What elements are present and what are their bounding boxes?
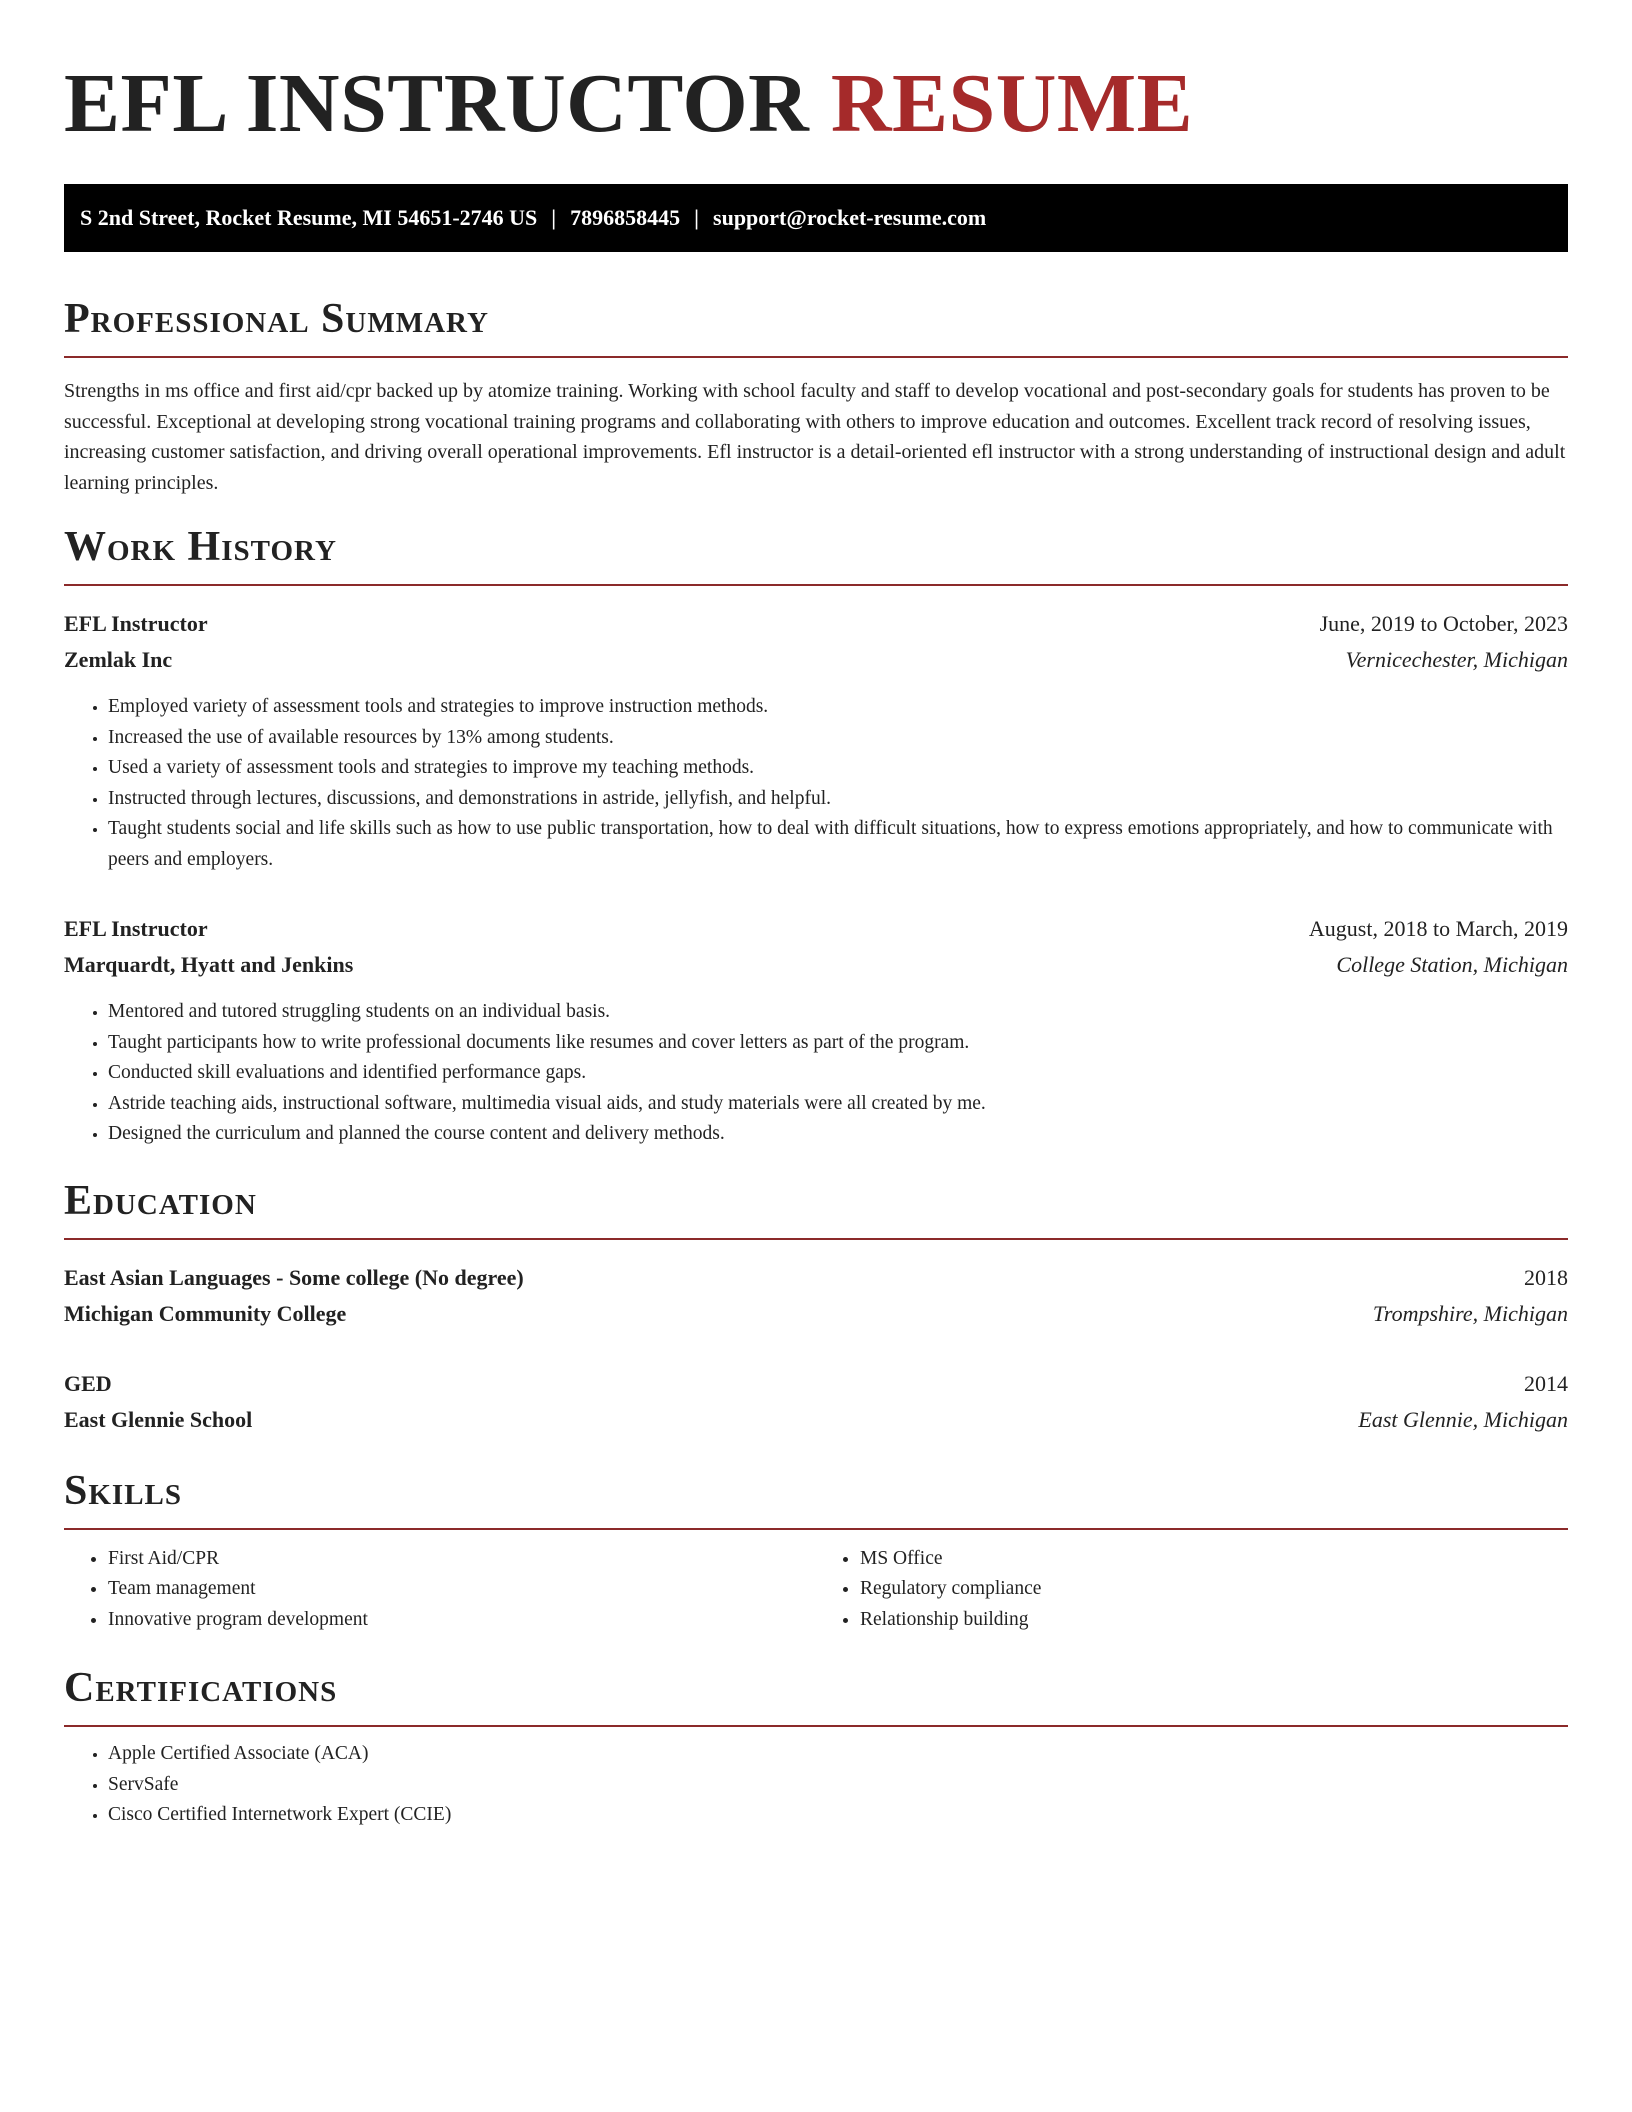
job-bullets	[64, 692, 1568, 875]
section-divider	[64, 356, 1568, 358]
job-title: EFL Instructor	[64, 611, 208, 636]
skills-grid	[64, 1544, 1568, 1636]
summary-text: Strengths in ms office and first aid/cpr backed up by atomize training. Working with school faculty and staff to develop vocational and post-secondary goals for students has proven to be successful. Exceptional at developing strong vocational training programs and collaborating with others to improve education and outcomes. Excellent track record of resolving issues, increasing customer satisfaction, and driving overall operational improvements. Efl instructor is a detail-oriented efl instructor with a strong understanding of instructional design and adult learning principles.	[64, 380, 1566, 494]
list-item: • Employed variety of assessment tools and strategies to improve instruction methods.	[108, 692, 1568, 723]
section-heading: Certifications	[64, 1665, 338, 1711]
section-heading: Work History	[64, 524, 337, 570]
certifications-section	[64, 1665, 1568, 1831]
education-section	[64, 1178, 1568, 1438]
work-history-section	[64, 524, 1568, 1150]
skill-item: • Team management	[108, 1574, 816, 1605]
list-item: • Taught students social and life skills such as how to use public transportation, how to deal with difficult situations, how to express emotions appropriately, and how to communicate with peers and employers.	[108, 814, 1568, 875]
contact-separator: |	[551, 205, 557, 230]
skill-item: • Innovative program development	[108, 1605, 816, 1636]
education-year: 2018	[1524, 1264, 1568, 1290]
education-entry	[64, 1260, 1568, 1332]
job-title: EFL Instructor	[64, 916, 208, 941]
list-item: • Mentored and tutored struggling students on an individual basis.	[108, 997, 1568, 1028]
section-heading: Education	[64, 1177, 257, 1224]
education-school: East Glennie School	[64, 1406, 253, 1432]
list-item: • Increased the use of available resources by 13% among students.	[108, 723, 1568, 754]
education-school: Michigan Community College	[64, 1300, 347, 1326]
section-heading: Professional Summary	[64, 296, 489, 342]
job-location: College Station, Michigan	[1336, 952, 1568, 977]
skills-section	[64, 1468, 1568, 1636]
contact-address: S 2nd Street, Rocket Resume, MI 54651-2746 US	[80, 205, 538, 230]
skills-column-left	[64, 1544, 816, 1636]
section-divider	[64, 1528, 1568, 1530]
certification-item: • Apple Certified Associate (ACA)	[108, 1739, 1568, 1770]
skill-item: • MS Office	[860, 1544, 1568, 1575]
list-item: • Taught participants how to write professional documents like resumes and cover letters as part of the program.	[108, 1028, 1568, 1059]
certifications-list	[64, 1739, 1568, 1831]
education-location: East Glennie, Michigan	[1358, 1406, 1568, 1432]
list-item: • Designed the curriculum and planned the course content and delivery methods.	[108, 1119, 1568, 1150]
list-item: • Instructed through lectures, discussions, and demonstrations in astride, jellyfish, and helpful.	[108, 784, 1568, 815]
certification-item: • ServSafe	[108, 1770, 1568, 1801]
section-divider	[64, 584, 1568, 586]
job-company: Zemlak Inc	[64, 647, 173, 672]
list-item: • Used a variety of assessment tools and strategies to improve my teaching methods.	[108, 753, 1568, 784]
resume-title	[64, 58, 1568, 150]
contact-email: support@rocket-resume.com	[713, 205, 987, 230]
list-item: • Conducted skill evaluations and identified performance gaps.	[108, 1058, 1568, 1089]
list-item: • Astride teaching aids, instructional software, multimedia visual aids, and study materials were all created by me.	[108, 1089, 1568, 1120]
job-entry	[64, 606, 1568, 875]
education-degree: GED	[64, 1370, 112, 1396]
job-dates: June, 2019 to October, 2023	[1319, 611, 1568, 636]
job-entry	[64, 911, 1568, 1150]
contact-bar	[64, 184, 1568, 252]
job-dates: August, 2018 to March, 2019	[1308, 916, 1568, 941]
resume-page	[64, 0, 1568, 1831]
summary-section	[64, 296, 1568, 498]
job-bullets	[64, 997, 1568, 1150]
section-divider	[64, 1725, 1568, 1727]
contact-separator: |	[694, 205, 700, 230]
title-main: EFL INSTRUCTOR	[64, 57, 810, 150]
section-heading: Skills	[64, 1467, 183, 1514]
job-location: Vernicechester, Michigan	[1345, 647, 1568, 672]
job-company: Marquardt, Hyatt and Jenkins	[64, 952, 354, 977]
section-divider	[64, 1238, 1568, 1240]
education-degree: East Asian Languages - Some college (No degree)	[64, 1264, 524, 1290]
title-accent: RESUME	[830, 57, 1194, 150]
skill-item: • First Aid/CPR	[108, 1544, 816, 1575]
education-year: 2014	[1524, 1370, 1568, 1396]
skill-item: • Relationship building	[860, 1605, 1568, 1636]
certification-item: • Cisco Certified Internetwork Expert (CCIE)	[108, 1800, 1568, 1831]
education-entry	[64, 1366, 1568, 1438]
education-location: Trompshire, Michigan	[1372, 1300, 1568, 1326]
skill-item: • Regulatory compliance	[860, 1574, 1568, 1605]
skills-column-right	[816, 1544, 1568, 1636]
contact-phone: 7896858445	[570, 205, 681, 230]
